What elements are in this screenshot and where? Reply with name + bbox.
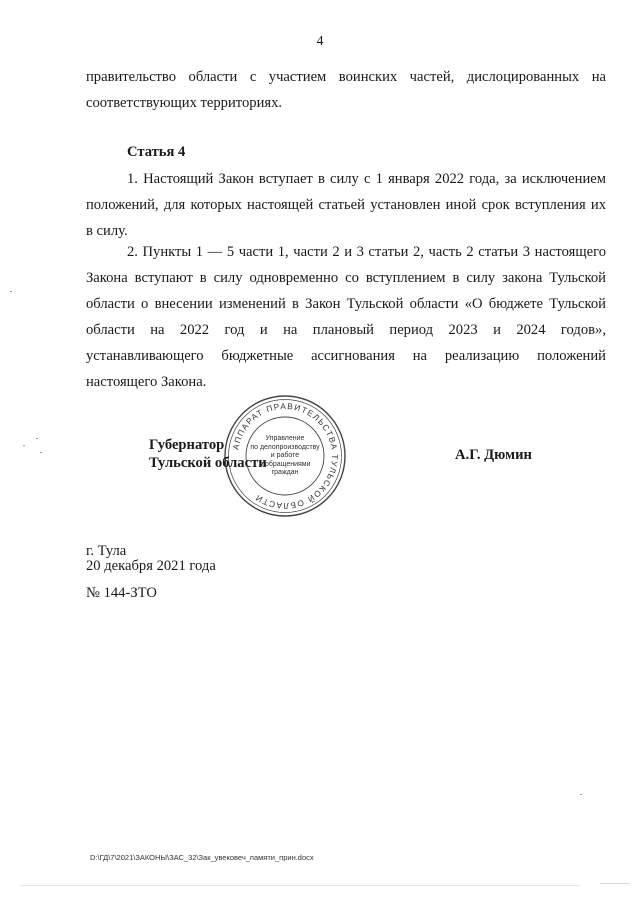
paragraph-1 [86, 166, 606, 244]
signatory-title [149, 436, 267, 472]
seal-center-line-3: и работе [270, 452, 300, 459]
scan-speck [40, 452, 42, 453]
seal-center-line-1: Управление [265, 435, 305, 442]
scan-speck [600, 883, 630, 884]
signatory-title-line-1: Губернатор [149, 437, 225, 453]
seal-center-line-2: по делопроизводству [250, 443, 320, 451]
page-number: 4 [316, 34, 324, 49]
seal-ring-text: АППАРАТ ПРАВИТЕЛЬСТВА ТУЛЬСКОЙ ОБЛАСТИ [230, 400, 341, 512]
footer-file-path: D:\ГД\7\2021\ЗАКОНЫ\ЗАС_32\Зак_увековеч_памяти_прин.docx [90, 853, 314, 862]
signatory-name: А.Г. Дюмин [455, 447, 532, 463]
p2-line-6: настоящего Закона. [86, 374, 207, 390]
p2-line-2: Закона вступают в силу одновременно со вступлением в силу закона Тульской [86, 270, 606, 286]
place-date: 20 декабря 2021 года [86, 558, 216, 574]
p2-line-5: устанавливающего бюджетные ассигнования на реализацию положений [86, 348, 606, 364]
scan-speck [36, 438, 38, 439]
scan-speck [20, 885, 580, 886]
intro-line-1: правительство области с участием воинских частей, дислоцированных на [86, 69, 606, 85]
article-title: Статья 4 [127, 144, 186, 160]
scan-speck [23, 445, 25, 446]
place-city: г. Тула [86, 543, 127, 559]
intro-line-2: соответствующих территориях. [86, 95, 283, 111]
p1-line-3: в силу. [86, 223, 128, 239]
intro-paragraph [86, 64, 606, 116]
p2-line-1: 2. Пункты 1 — 5 части 1, части 2 и 3 статьи 2, часть 2 статьи 3 настоящего [127, 244, 606, 260]
scan-speck [580, 794, 582, 795]
seal-center-line-5: граждан [271, 469, 299, 476]
signatory-title-line-2: Тульской области [149, 455, 267, 471]
paragraph-2 [86, 239, 606, 395]
document-number: № 144-ЗТО [86, 585, 157, 601]
p2-line-4: области на 2022 год и на плановый период 2023 и 2024 годов», [86, 322, 606, 338]
p1-line-1: 1. Настоящий Закон вступает в силу с 1 января 2022 года, за исключением [127, 171, 606, 187]
p2-line-3: области о внесении изменений в Закон Тульской области «О бюджете Тульской [86, 296, 606, 312]
scan-speck [10, 291, 12, 292]
p1-line-2: положений, для которых настоящей статьей установлен иной срок вступления их [86, 197, 606, 213]
seal-center-line-4: с обращениями [259, 460, 311, 468]
